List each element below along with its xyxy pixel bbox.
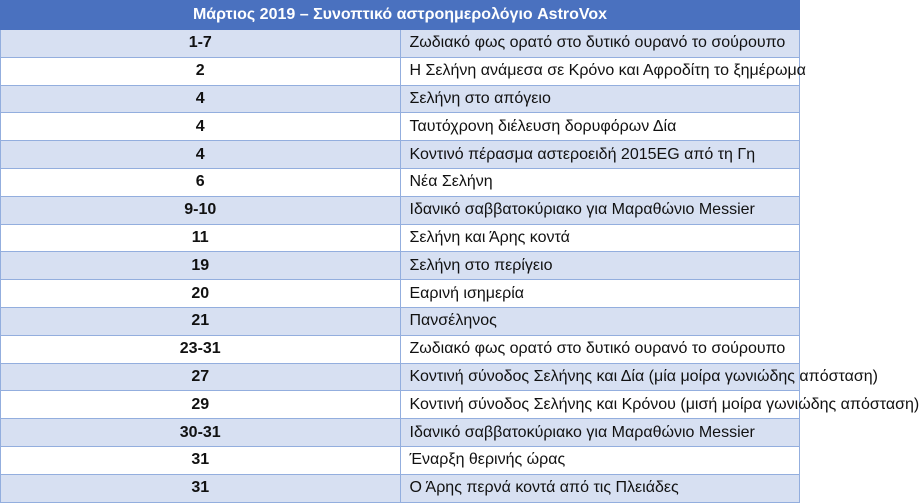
table-row [1, 446, 800, 474]
table-row [1, 474, 800, 502]
event-date: 9-10 [1, 196, 401, 224]
event-date: 4 [1, 141, 401, 169]
event-description: Ζωδιακό φως ορατό στο δυτικό ουρανό το σούρουπο [400, 30, 800, 58]
table-title: Μάρτιος 2019 – Συνοπτικό αστροημερολόγιο AstroVox [1, 1, 800, 30]
event-date: 29 [1, 391, 401, 419]
event-description: Σελήνη στο απόγειο [400, 85, 800, 113]
table-row [1, 196, 800, 224]
event-date: 20 [1, 280, 401, 308]
table-row [1, 391, 800, 419]
event-date: 31 [1, 474, 401, 502]
event-description: Σελήνη και Άρης κοντά [400, 224, 800, 252]
event-description: Ταυτόχρονη διέλευση δορυφόρων Δία [400, 113, 800, 141]
event-description: Κοντινό πέρασμα αστεροειδή 2015EG από τη Γη [400, 141, 800, 169]
event-date: 27 [1, 363, 401, 391]
event-description: Κοντινή σύνοδος Σελήνης και Δία (μία μοίρα γωνιώδης απόσταση) [400, 363, 800, 391]
event-date: 23-31 [1, 335, 401, 363]
event-date: 11 [1, 224, 401, 252]
table-row [1, 363, 800, 391]
event-description: Ιδανικό σαββατοκύριακο για Μαραθώνιο Messier [400, 196, 800, 224]
table-row [1, 113, 800, 141]
table-row [1, 335, 800, 363]
table-header-row [1, 1, 800, 30]
event-date: 4 [1, 85, 401, 113]
event-date: 31 [1, 446, 401, 474]
event-description: Η Σελήνη ανάμεσα σε Κρόνο και Αφροδίτη το ξημέρωμα [400, 57, 800, 85]
event-date: 6 [1, 168, 401, 196]
event-description: Πανσέληνος [400, 307, 800, 335]
event-date: 21 [1, 307, 401, 335]
table-row [1, 30, 800, 58]
table-row [1, 141, 800, 169]
event-description: Έναρξη θερινής ώρας [400, 446, 800, 474]
event-date: 4 [1, 113, 401, 141]
event-description: Ζωδιακό φως ορατό στο δυτικό ουρανό το σούρουπο [400, 335, 800, 363]
event-date: 30-31 [1, 419, 401, 447]
event-description: Εαρινή ισημερία [400, 280, 800, 308]
event-date: 2 [1, 57, 401, 85]
event-description: Ο Άρης περνά κοντά από τις Πλειάδες [400, 474, 800, 502]
table-row [1, 307, 800, 335]
table-body [1, 30, 919, 503]
table-row [1, 280, 800, 308]
event-description: Ιδανικό σαββατοκύριακο για Μαραθώνιο Messier [400, 419, 800, 447]
event-description: Νέα Σελήνη [400, 168, 800, 196]
table-row [1, 224, 800, 252]
table-row [1, 168, 800, 196]
event-date: 1-7 [1, 30, 401, 58]
table-row [1, 85, 800, 113]
event-description: Σελήνη στο περίγειο [400, 252, 800, 280]
event-description: Κοντινή σύνοδος Σελήνης και Κρόνου (μισή μοίρα γωνιώδης απόσταση) [400, 391, 800, 419]
table-row [1, 252, 800, 280]
table-row [1, 419, 800, 447]
event-date: 19 [1, 252, 401, 280]
table-row [1, 57, 800, 85]
